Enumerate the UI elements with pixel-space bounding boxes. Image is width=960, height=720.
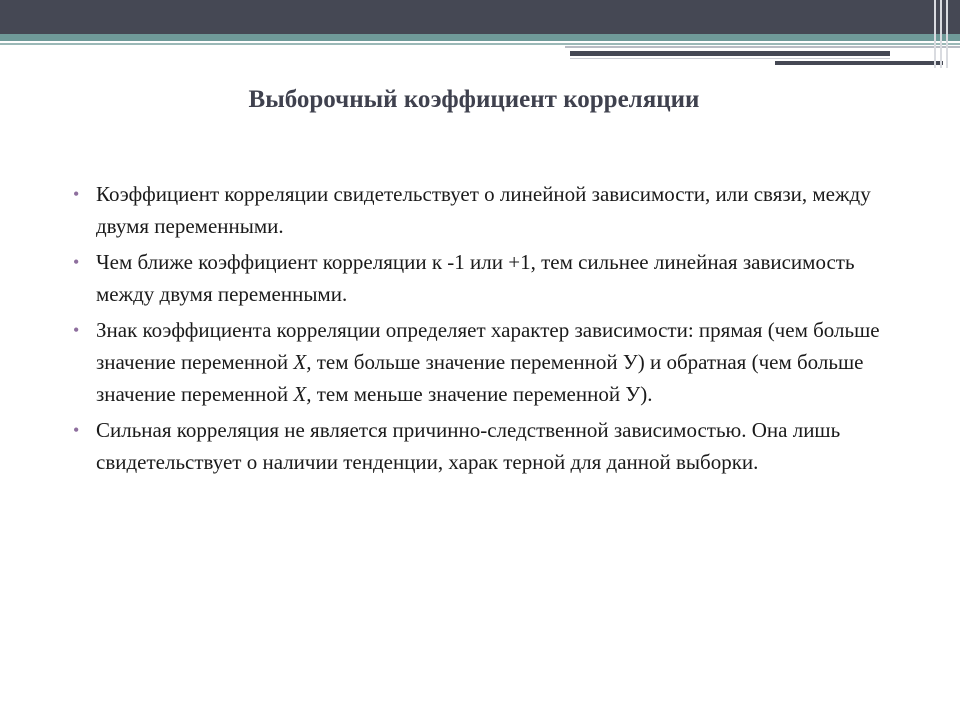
variable-x: X, <box>293 382 312 406</box>
bullet-item <box>68 246 908 310</box>
bullet-dot-icon: • <box>73 252 80 272</box>
bullet-dot-icon: • <box>73 420 80 440</box>
header-dark-band <box>0 0 960 34</box>
header-vertical-stripes <box>930 0 960 68</box>
variable-x: X, <box>293 350 312 374</box>
vertical-stripe <box>946 0 948 68</box>
vertical-stripe <box>940 0 942 68</box>
vertical-stripe <box>934 0 936 68</box>
header-accent-bar-short <box>775 61 943 65</box>
bullet-text: Сильная корреляция не является причинно-следственной зависимостью. Она лишь свидетельствует о наличии тенденции, харак терной для данной выборки. <box>96 418 841 474</box>
header-accent-bar <box>570 51 890 56</box>
bullet-text: Чем ближе коэффициент корреляции к -1 или +1, тем сильнее линейная зависимость между двумя переменными. <box>96 250 855 306</box>
bullet-dot-icon: • <box>73 184 80 204</box>
bullet-item <box>68 178 908 242</box>
bullet-text-part: тем меньше значение переменной У). <box>311 382 653 406</box>
header-thin-line <box>570 58 890 59</box>
bullet-item <box>68 314 908 410</box>
bullet-text-part: тем больше значение переменной У) и обратная (чем больше значение переменной <box>96 350 864 406</box>
bullet-text <box>96 318 880 406</box>
header-teal-band <box>0 34 960 41</box>
header-teal-line <box>0 43 960 45</box>
bullet-item <box>68 414 908 478</box>
bullet-text-part: Знак коэффициента корреляции определяет характер зависимости: прямая (чем больше значение переменной <box>96 318 880 374</box>
bullet-text: Коэффициент корреляции свидетельствует о линейной зависимости, или связи, между двумя переменными. <box>96 182 871 238</box>
bullet-list <box>68 178 908 482</box>
header-gray-line <box>565 46 960 48</box>
bullet-dot-icon: • <box>73 320 80 340</box>
slide-title: Выборочный коэффициент корреляции <box>248 86 700 113</box>
